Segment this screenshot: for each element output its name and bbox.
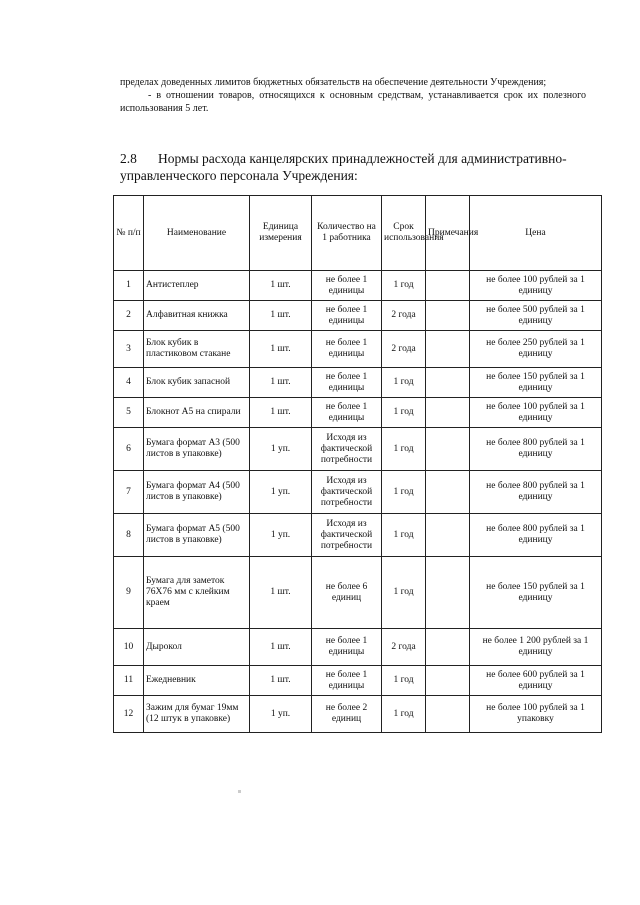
- norms-table: [113, 195, 602, 733]
- cell-unit: 1 шт.: [250, 368, 312, 398]
- intro-line-1: пределах доведенных лимитов бюджетных обязательств на обеспечение деятельности Учреждения;: [120, 77, 547, 88]
- table-row: [114, 666, 602, 696]
- cell-price: не более 800 рублей за 1 единицу: [470, 471, 602, 514]
- cell-note: [426, 666, 470, 696]
- cell-note: [426, 629, 470, 666]
- cell-term: 1 год: [382, 666, 426, 696]
- cell-quantity: не более 1 единицы: [312, 368, 382, 398]
- cell-price: не более 150 рублей за 1 единицу: [470, 557, 602, 629]
- cell-name: Блок кубик в пластиковом стакане: [144, 331, 250, 368]
- cell-price: не более 500 рублей за 1 единицу: [470, 301, 602, 331]
- cell-name: Бумага формат А5 (500 листов в упаковке): [144, 514, 250, 557]
- cell-note: [426, 301, 470, 331]
- cell-term: 1 год: [382, 398, 426, 428]
- intro-line-2: - в отношении товаров, относящихся к основным средствам, устанавливается срок их полезного использования 5 лет.: [120, 90, 586, 114]
- cell-price: не более 100 рублей за 1 единицу: [470, 271, 602, 301]
- cell-number: 1: [114, 271, 144, 301]
- cell-unit: 1 шт.: [250, 666, 312, 696]
- cell-name: Алфавитная книжка: [144, 301, 250, 331]
- cell-quantity: не более 1 единицы: [312, 629, 382, 666]
- section-heading: [120, 150, 590, 184]
- cell-name: Бумага для заметок 76Х76 мм с клейким краем: [144, 557, 250, 629]
- cell-unit: 1 уп.: [250, 471, 312, 514]
- cell-name: Блок кубик запасной: [144, 368, 250, 398]
- table-row: [114, 428, 602, 471]
- cell-note: [426, 696, 470, 733]
- table-header-row: [114, 196, 602, 271]
- table-row: [114, 301, 602, 331]
- cell-number: 2: [114, 301, 144, 331]
- table-row: [114, 514, 602, 557]
- header-notes: Примечания: [426, 196, 470, 271]
- header-price: Цена: [470, 196, 602, 271]
- cell-name: Зажим для бумаг 19мм (12 штук в упаковке): [144, 696, 250, 733]
- cell-number: 12: [114, 696, 144, 733]
- table-row: [114, 696, 602, 733]
- cell-quantity: Исходя из фактической потребности: [312, 514, 382, 557]
- cell-price: не более 800 рублей за 1 единицу: [470, 514, 602, 557]
- section-number: 2.8: [120, 151, 137, 166]
- cell-number: 4: [114, 368, 144, 398]
- cell-term: 1 год: [382, 271, 426, 301]
- cell-unit: 1 уп.: [250, 428, 312, 471]
- cell-note: [426, 514, 470, 557]
- cell-quantity: Исходя из фактической потребности: [312, 471, 382, 514]
- cell-note: [426, 398, 470, 428]
- table-row: [114, 398, 602, 428]
- cell-quantity: не более 1 единицы: [312, 301, 382, 331]
- cell-note: [426, 557, 470, 629]
- cell-number: 9: [114, 557, 144, 629]
- header-quantity: Количество на 1 работника: [312, 196, 382, 271]
- cell-unit: 1 уп.: [250, 696, 312, 733]
- cell-note: [426, 368, 470, 398]
- cell-number: 8: [114, 514, 144, 557]
- cell-term: 1 год: [382, 471, 426, 514]
- cell-unit: 1 шт.: [250, 301, 312, 331]
- cell-name: Бумага формат А4 (500 листов в упаковке): [144, 471, 250, 514]
- scan-mark: [238, 790, 241, 793]
- cell-price: не более 1 200 рублей за 1 единицу: [470, 629, 602, 666]
- cell-term: 1 год: [382, 557, 426, 629]
- cell-unit: 1 шт.: [250, 398, 312, 428]
- cell-quantity: Исходя из фактической потребности: [312, 428, 382, 471]
- cell-number: 10: [114, 629, 144, 666]
- cell-quantity: не более 1 единицы: [312, 398, 382, 428]
- table-row: [114, 629, 602, 666]
- cell-price: не более 100 рублей за 1 упаковку: [470, 696, 602, 733]
- cell-unit: 1 уп.: [250, 514, 312, 557]
- table-row: [114, 557, 602, 629]
- intro-text: [120, 76, 586, 115]
- cell-quantity: не более 2 единиц: [312, 696, 382, 733]
- cell-note: [426, 271, 470, 301]
- section-title: Нормы расхода канцелярских принадлежностей для административно-управленческого персонала Учреждения:: [120, 151, 567, 183]
- cell-unit: 1 шт.: [250, 331, 312, 368]
- header-unit: Единица измерения: [250, 196, 312, 271]
- cell-quantity: не более 1 единицы: [312, 331, 382, 368]
- table-row: [114, 471, 602, 514]
- cell-term: 2 года: [382, 301, 426, 331]
- cell-unit: 1 шт.: [250, 557, 312, 629]
- cell-name: Ежедневник: [144, 666, 250, 696]
- cell-term: 1 год: [382, 428, 426, 471]
- table-row: [114, 331, 602, 368]
- cell-quantity: не более 1 единицы: [312, 271, 382, 301]
- cell-number: 11: [114, 666, 144, 696]
- cell-unit: 1 шт.: [250, 271, 312, 301]
- cell-note: [426, 331, 470, 368]
- cell-note: [426, 471, 470, 514]
- cell-quantity: не более 1 единицы: [312, 666, 382, 696]
- cell-term: 1 год: [382, 368, 426, 398]
- cell-term: 2 года: [382, 331, 426, 368]
- cell-number: 6: [114, 428, 144, 471]
- cell-name: Блокнот А5 на спирали: [144, 398, 250, 428]
- cell-price: не более 100 рублей за 1 единицу: [470, 398, 602, 428]
- cell-number: 7: [114, 471, 144, 514]
- cell-term: 2 года: [382, 629, 426, 666]
- header-name: Наименование: [144, 196, 250, 271]
- header-number: № п/п: [114, 196, 144, 271]
- cell-name: Дырокол: [144, 629, 250, 666]
- cell-note: [426, 428, 470, 471]
- cell-name: Антистеплер: [144, 271, 250, 301]
- cell-unit: 1 шт.: [250, 629, 312, 666]
- header-term: Срок использования: [382, 196, 426, 271]
- table-row: [114, 271, 602, 301]
- cell-quantity: не более 6 единиц: [312, 557, 382, 629]
- cell-price: не более 250 рублей за 1 единицу: [470, 331, 602, 368]
- cell-term: 1 год: [382, 514, 426, 557]
- cell-price: не более 150 рублей за 1 единицу: [470, 368, 602, 398]
- cell-name: Бумага формат А3 (500 листов в упаковке): [144, 428, 250, 471]
- cell-price: не более 600 рублей за 1 единицу: [470, 666, 602, 696]
- cell-number: 3: [114, 331, 144, 368]
- table-row: [114, 368, 602, 398]
- cell-number: 5: [114, 398, 144, 428]
- cell-term: 1 год: [382, 696, 426, 733]
- cell-price: не более 800 рублей за 1 единицу: [470, 428, 602, 471]
